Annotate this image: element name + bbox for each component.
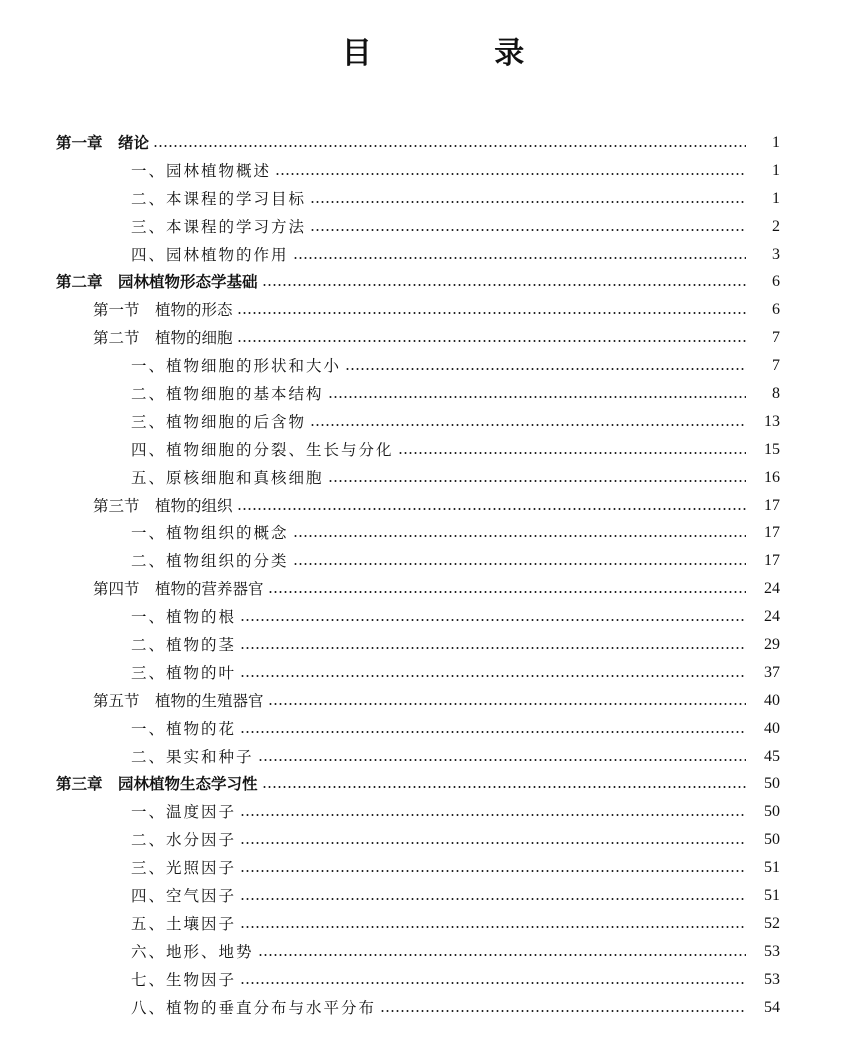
toc-entry-page-number: 1 bbox=[772, 161, 780, 179]
toc-entry-label: 四、园林植物的作用 bbox=[131, 245, 289, 264]
toc-entry-label: 二、水分因子 bbox=[131, 831, 237, 850]
dot-leader bbox=[380, 1010, 746, 1012]
dot-leader bbox=[310, 201, 746, 203]
toc-entry-label: 第二章 园林植物形态学基础 bbox=[56, 273, 258, 292]
dot-leader bbox=[345, 368, 746, 370]
toc-entry-chapter[interactable] bbox=[0, 268, 866, 296]
toc-entry-page-number: 40 bbox=[764, 691, 780, 709]
toc-entry-label: 一、植物的花 bbox=[131, 719, 237, 738]
toc-entry-item[interactable] bbox=[0, 966, 866, 994]
toc-entry-page-number: 50 bbox=[764, 831, 780, 849]
toc-entry-page-number: 51 bbox=[764, 886, 780, 904]
toc-entry-item[interactable] bbox=[0, 213, 866, 241]
toc-entry-page-number: 3 bbox=[772, 245, 780, 263]
toc-entry-page-number: 6 bbox=[772, 301, 780, 319]
toc-entry-label: 四、植物细胞的分裂、生长与分化 bbox=[131, 440, 394, 459]
dot-leader bbox=[237, 312, 746, 314]
toc-entry-label: 七、生物因子 bbox=[131, 970, 237, 989]
toc-entry-item[interactable] bbox=[0, 519, 866, 547]
toc-entry-item[interactable] bbox=[0, 157, 866, 185]
toc-entry-page-number: 17 bbox=[764, 552, 780, 570]
dot-leader bbox=[240, 842, 746, 844]
toc-entry-page-number: 2 bbox=[772, 217, 780, 235]
toc-entry-page-number: 7 bbox=[772, 329, 780, 347]
toc-entry-item[interactable] bbox=[0, 464, 866, 492]
toc-entry-section[interactable] bbox=[0, 687, 866, 715]
toc-entry-label: 五、土壤因子 bbox=[131, 914, 237, 933]
toc-entry-page-number: 29 bbox=[764, 635, 780, 653]
toc-entry-label: 第二节 植物的细胞 bbox=[93, 329, 233, 348]
toc-entry-page-number: 17 bbox=[764, 524, 780, 542]
page-title: 目 录 bbox=[341, 36, 581, 71]
dot-leader bbox=[240, 675, 746, 677]
toc-entry-page-number: 50 bbox=[764, 803, 780, 821]
toc-entry-item[interactable] bbox=[0, 241, 866, 269]
toc-entry-page-number: 50 bbox=[764, 775, 780, 793]
dot-leader bbox=[293, 257, 746, 259]
dot-leader bbox=[293, 535, 746, 537]
dot-leader bbox=[268, 591, 746, 593]
dot-leader bbox=[240, 619, 746, 621]
toc-entry-page-number: 1 bbox=[772, 189, 780, 207]
dot-leader bbox=[310, 229, 746, 231]
toc-entry-label: 一、园林植物概述 bbox=[131, 161, 272, 180]
toc-entry-label: 第五节 植物的生殖器官 bbox=[93, 691, 264, 710]
toc-entry-label: 第一节 植物的形态 bbox=[93, 301, 233, 320]
toc-entry-section[interactable] bbox=[0, 492, 866, 520]
toc-entry-label: 一、温度因子 bbox=[131, 803, 237, 822]
toc-entry-label: 第三节 植物的组织 bbox=[93, 496, 233, 515]
dot-leader bbox=[237, 508, 746, 510]
toc-entry-page-number: 24 bbox=[764, 608, 780, 626]
dot-leader bbox=[240, 898, 746, 900]
toc-entry-page-number: 17 bbox=[764, 496, 780, 514]
dot-leader bbox=[240, 647, 746, 649]
dot-leader bbox=[153, 145, 746, 147]
toc-entry-item[interactable] bbox=[0, 436, 866, 464]
dot-leader bbox=[240, 982, 746, 984]
toc-entry-item[interactable] bbox=[0, 380, 866, 408]
toc-entry-label: 二、植物的茎 bbox=[131, 635, 237, 654]
toc-entry-item[interactable] bbox=[0, 659, 866, 687]
toc-entry-item[interactable] bbox=[0, 910, 866, 938]
toc-entry-item[interactable] bbox=[0, 994, 866, 1022]
dot-leader bbox=[240, 814, 746, 816]
toc-entry-page-number: 7 bbox=[772, 357, 780, 375]
toc-entry-page-number: 1 bbox=[772, 133, 780, 151]
toc-entry-page-number: 53 bbox=[764, 942, 780, 960]
dot-leader bbox=[262, 786, 746, 788]
dot-leader bbox=[240, 926, 746, 928]
dot-leader bbox=[293, 563, 746, 565]
toc-entry-label: 一、植物组织的概念 bbox=[131, 524, 289, 543]
toc-entry-page-number: 8 bbox=[772, 384, 780, 402]
dot-leader bbox=[310, 424, 746, 426]
toc-entry-section[interactable] bbox=[0, 296, 866, 324]
toc-entry-label: 第四节 植物的营养器官 bbox=[93, 580, 264, 599]
toc-entry-item[interactable] bbox=[0, 826, 866, 854]
dot-leader bbox=[258, 954, 746, 956]
toc-entry-label: 六、地形、地势 bbox=[131, 942, 254, 961]
toc-entry-page-number: 40 bbox=[764, 719, 780, 737]
toc-entry-page-number: 24 bbox=[764, 580, 780, 598]
dot-leader bbox=[237, 340, 746, 342]
dot-leader bbox=[268, 703, 746, 705]
toc-entry-item[interactable] bbox=[0, 938, 866, 966]
toc-entry-page-number: 37 bbox=[764, 663, 780, 681]
toc-entry-label: 三、光照因子 bbox=[131, 859, 237, 878]
toc-entry-label: 第三章 园林植物生态学习性 bbox=[56, 775, 258, 794]
toc-entry-item[interactable] bbox=[0, 408, 866, 436]
dot-leader bbox=[262, 284, 746, 286]
toc-entry-label: 四、空气因子 bbox=[131, 886, 237, 905]
toc-entry-item[interactable] bbox=[0, 715, 866, 743]
toc-entry-page-number: 16 bbox=[764, 468, 780, 486]
toc-entry-section[interactable] bbox=[0, 575, 866, 603]
toc-entry-label: 三、植物的叶 bbox=[131, 663, 237, 682]
toc-entry-page-number: 51 bbox=[764, 859, 780, 877]
toc-entry-label: 五、原核细胞和真核细胞 bbox=[131, 468, 324, 487]
table-of-contents bbox=[0, 129, 866, 1022]
toc-entry-item[interactable] bbox=[0, 603, 866, 631]
toc-entry-item[interactable] bbox=[0, 743, 866, 771]
toc-entry-page-number: 53 bbox=[764, 970, 780, 988]
toc-entry-label: 三、植物细胞的后含物 bbox=[131, 412, 307, 431]
toc-entry-label: 八、植物的垂直分布与水平分布 bbox=[131, 998, 377, 1017]
toc-entry-label: 三、本课程的学习方法 bbox=[131, 217, 307, 236]
toc-entry-label: 二、本课程的学习目标 bbox=[131, 189, 307, 208]
toc-entry-section[interactable] bbox=[0, 324, 866, 352]
toc-entry-page-number: 52 bbox=[764, 914, 780, 932]
toc-entry-chapter[interactable] bbox=[0, 129, 866, 157]
toc-entry-item[interactable] bbox=[0, 352, 866, 380]
dot-leader bbox=[275, 173, 746, 175]
toc-entry-item[interactable] bbox=[0, 547, 866, 575]
dot-leader bbox=[328, 396, 746, 398]
dot-leader bbox=[240, 870, 746, 872]
toc-entry-page-number: 54 bbox=[764, 998, 780, 1016]
toc-entry-item[interactable] bbox=[0, 631, 866, 659]
toc-entry-item[interactable] bbox=[0, 882, 866, 910]
toc-entry-label: 二、植物细胞的基本结构 bbox=[131, 384, 324, 403]
toc-entry-label: 二、植物组织的分类 bbox=[131, 552, 289, 571]
toc-entry-chapter[interactable] bbox=[0, 770, 866, 798]
toc-entry-label: 第一章 绪论 bbox=[56, 133, 150, 152]
dot-leader bbox=[328, 480, 746, 482]
toc-entry-page-number: 6 bbox=[772, 273, 780, 291]
toc-entry-page-number: 15 bbox=[764, 440, 780, 458]
dot-leader bbox=[240, 731, 746, 733]
toc-entry-label: 二、果实和种子 bbox=[131, 747, 254, 766]
toc-entry-item[interactable] bbox=[0, 854, 866, 882]
dot-leader bbox=[258, 759, 746, 761]
toc-entry-item[interactable] bbox=[0, 798, 866, 826]
toc-entry-label: 一、植物细胞的形状和大小 bbox=[131, 357, 342, 376]
toc-entry-label: 一、植物的根 bbox=[131, 608, 237, 627]
dot-leader bbox=[398, 452, 746, 454]
toc-entry-item[interactable] bbox=[0, 185, 866, 213]
toc-entry-page-number: 45 bbox=[764, 747, 780, 765]
toc-entry-page-number: 13 bbox=[764, 412, 780, 430]
